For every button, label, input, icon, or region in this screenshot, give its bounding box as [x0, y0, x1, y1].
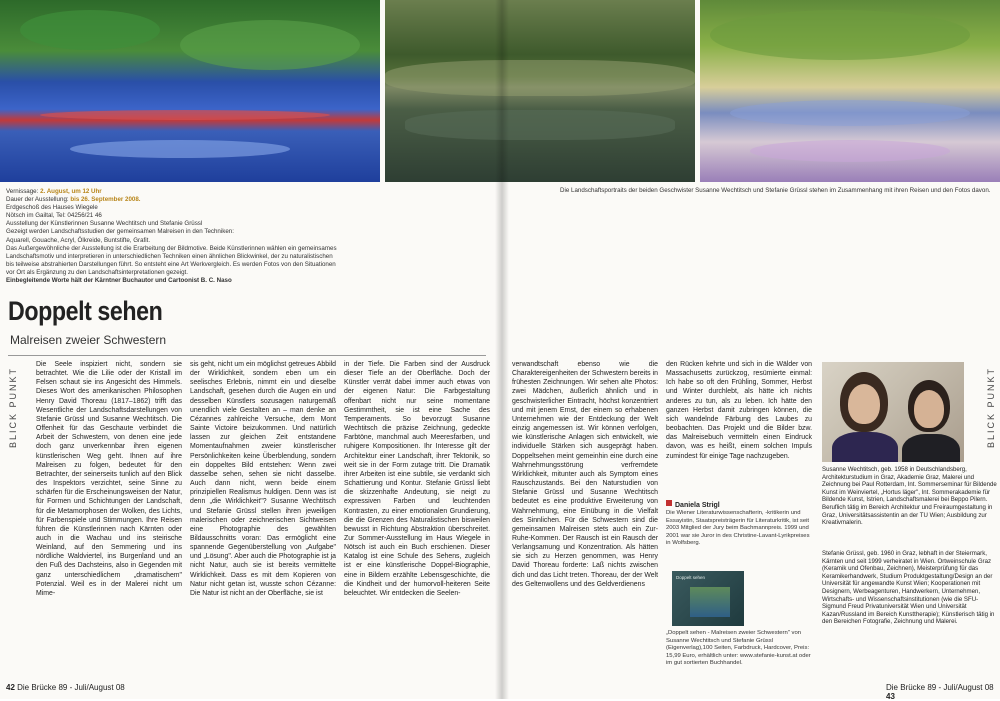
- face-right: [914, 390, 944, 428]
- info-line: Gezeigt werden Landschaftsstudien der gemeinsamen Malreisen in den Techniken:: [6, 228, 234, 236]
- footer-left: [6, 683, 125, 692]
- paint-stroke: [70, 140, 290, 158]
- page-number-right: 43: [886, 692, 895, 701]
- info-line: vor Ort als Ergänzung zu den Landschaftsinterpretationen gezeigt.: [6, 268, 188, 276]
- footer-text-right: Die Brücke 89 - Juli/August 08: [886, 683, 994, 692]
- footer-text-left: Die Brücke 89 - Juli/August 08: [14, 683, 125, 692]
- shirt-left: [832, 432, 898, 462]
- duration-label: Dauer der Ausstellung:: [6, 196, 71, 204]
- info-line: Ausstellung der Künstlerinnen Susanne Wechtitsch und Stefanie Grüssl: [6, 220, 203, 228]
- paint-stroke: [40, 110, 330, 120]
- article-column-3: [344, 360, 490, 678]
- article-column-1: [36, 360, 182, 678]
- article-headline: Doppelt sehen: [8, 296, 163, 326]
- info-line: Einbegleitende Worte hält der Kärntner Buchautor und Cartoonist B. C. Naso: [6, 277, 232, 285]
- info-line: bis teilweise abstrahierten Darstellungen führt. So entsteht eine Art Werkvergleich. Es werden Fotos von den Situationen: [6, 260, 336, 268]
- paint-stroke: [180, 20, 360, 70]
- image-caption: Die Landschaftsportraits der beiden Geschwister Susanne Wechtitsch und Stefanie Grüssl stehen im Zusammenhang mit ihren Reisen und den Fotos davon.: [560, 187, 991, 194]
- venue-line: Erdgeschoß des Hauses Wiegele: [6, 204, 98, 212]
- book-note: „Doppelt sehen - Malreisen zweier Schwestern" von Susanne Wechtitsch und Stefanie Grüssl (Eigenverlag),100 Seiten, Farbdruck, Hardcover, Preis: 15,99 Euro, erhältlich unter: www.stefanie-kunst.at oder im gut sortierten Buchhandel.: [666, 630, 811, 667]
- address-line: Nötsch im Gailtal, Tel: 04256/21 46: [6, 212, 102, 220]
- info-line: Aquarell, Gouache, Acryl, Ölkreide, Buntstifte, Grafit.: [6, 236, 151, 244]
- bio-stefanie: Stefanie Grüssl, geb. 1960 in Graz, lebhaft in der Steiermark, Kärnten und seit 1999 verheiratet in Wien. Ortweinschule Graz (Keramik und Ofenbau, Zeichnen), Meisterprüfung für das Keramikerhandwerk, Studium Produktgestaltung/Design an der Universität für angewandte Kunst Wien; Kooperationen mit Designern, Werbeagenturen, Handwerkern, Unternehmen, Wirtschafts- und Wissenschaftsinstitutionen (wie die SFU-Sigmund Freud Privatuniversität Wien und Universität Kazan/Russland im Bereich Kunsttherapie); Künstlerisch tätig in den Bereichen Fotografie, Zeichnung und Malerei.: [822, 550, 995, 626]
- column-text: sis geht, nicht um ein möglichst getreues Abbild der Wirklichkeit, sondern eben um ein seelisches Erlebnis, nimmt ein und dieselbe Landschaft, gesehen durch die Augen ein und desselben Künstlers sozusagen naturgemäß unendlich viele Gestalten an – man denke an Cézannes zahlreiche Versuche, dem Mont Sainte Victoire beizukommen. Und natürlich lassen zur gleichen Zeit entstandene Momentaufnahmen zweier künstlerischer Persönlichkeiten keine Überblendung, sondern ein doppeltes Bild entstehen: Wenn zwei dasselbe sehen, sehen sie nicht dasselbe. Auch dann nicht, wenn beide einem prinzipiellen Realismus huldigen. Denn was ist denn „die Wirklichkeit"? Susanne Wechtitsch und Stefanie Grüssl stellen ihren jeweiligen malerischen oder zeichnerischen Sichtweisen eine Photographie des gewählten Bildausschnitts voran: Das ermöglicht eine spannende Gegenüberstellung von „Aufgabe" und „Lösung". Aber auch die Photographie ist ja nicht Natur, auch sie ist bereits vermittelte Wirklichkeit. Dass es mit dem Kopieren von Natur nicht getan ist, wusste schon Cézanne: Die Natur ist nicht an der Oberfläche, sie ist: [190, 361, 336, 597]
- article-subheadline: Malreisen zweier Schwestern: [10, 333, 167, 347]
- author-note: Die Wiener Literaturwissenschafterin, -kritikerin und Essayistin, Staatspreisträgerin für Literaturkritik, ist seit 2003 Mitglied der Jury beim Bachmannpreis. 1999 und 2001 war sie Juror in des Christine-Lavant-Lyrikpreises in Wolfsberg.: [666, 510, 810, 547]
- footer-right: [886, 683, 1000, 701]
- paint-stroke: [20, 10, 160, 50]
- bio-susanne: Susanne Wechtitsch, geb. 1958 in Deutschlandsberg, Architekturstudium in Graz, Akademie Graz, Malerei und Zeichnung bei Paul Rotterdam, Int. Sommerseminar für Bildende Kunst im Weinviertel, „Hortus läger", Int. Sommerakademie für Bildende Kunst, Istrien, Landschaftsmalerei bei Beppo Pilern. Beruflich tätig im Bereich Architektur und Freiraumgestaltung in Graz, Universitätsassistentin an der TU Wien; Ausbildung zur Kreativmalerin.: [822, 466, 997, 527]
- byline-marker-icon: [666, 500, 672, 506]
- face-left: [848, 384, 880, 424]
- exhibition-info: [6, 188, 476, 285]
- info-line: Das Außergewöhnliche der Ausstellung ist die Erarbeitung der Bildmotive. Beide Künstlerinnen wählen ein gemeinsames: [6, 244, 337, 252]
- column-text: in der Tiefe. Die Farben sind der Ausdruck dieser Tiefe an der Oberfläche. Doch der Künstler verrät dabei immer auch etwas von der eigenen Natur: Die Farbgestaltung offenbart nicht nur seine momentane Gestimmtheit, sie ist eine Sache des Temperaments. So bevorzugt Susanne Wechtitsch die präzise Zeichnung, gedeckte Farbtöne, manchmal auch Meeresfarben, und ruhigere Kompositionen. Ihr Interesse gilt der Architektur einer Landschaft, ihrer Tektonik, so weit sie in der Form zutage tritt. Die Dramatik ihrer Arbeiten ist eine subtile, sie verdankt sich Schattierung und Kontur. Stefanie Grüssl liebt die skizzenhafte Andeutung, sie neigt zu expressiven Farben und leuchtenden Kontrasten, zu einer emotionalen Grundierung, die die Grenzen des Naturalistischen bisweilen bewusst in Richtung Abstraktion überschreitet. Zur Sommer-Ausstellung im Haus Wiegele in Nötsch ist auch ein Buch erschienen. Dieser Katalog ist eine Schule des Sehens, zugleich ist er eine künstlerische Doppel-Biographie, eine in Bildern erzählte Lebensgeschichte, die die Kindheit und der humorvoll-heiteren Seite beleuchtet. Wir entdecken die Seelen-: [344, 361, 490, 597]
- crayon-stroke: [750, 140, 950, 162]
- landscape-photo: [385, 0, 695, 182]
- column-text: Die Seele inspiziert nicht, sondern sie betrachtet. Wie die Lilie oder der Kristall im Felsen schaut sie ins Angesicht des Himmels. Dieses Wort des amerikanischen Philosophen Henry David Thoreau (1817–1862) trifft das Wesentliche der Landschaftsdarstellungen von Stefanie Grüssl und Susanne Wechtitsch. Die Offenheit für das Geschaute verbindet die Arbeit der Schwestern, von denen eine jede doch ganz unverkennbar ihren eigenen künstlerischen Weg geht. Ihnen auf ihre Malreisen zu folgen, bedeutet für den Betrachter, der seinerseits tunlich auf den Blick des Inspektors verzichtet, seine Sinne zu schärfen für die Erscheinungsweisen der Natur, für Formen und Schichtungen der Landschaft, für die Metamorphosen der Wolken, des Lichts, für Farbenspiele und Stimmungen. Ihre Reisen führen die Künstlerinnen nach Kärnten oder auch in die Wachau und ins steirische Weinland, auf den Semmering und ins nördliche Waldviertel, ins Burgenland und an den Fuß des Dachsteins, also in Gegenden mit ganz unterschiedlichem „dramatischem" Potenzial. Weil es in der Malerei nicht um Mime-: [36, 361, 182, 597]
- book-cover-image: [690, 587, 730, 617]
- shirt-right: [902, 434, 960, 462]
- article-column-4: [512, 360, 658, 678]
- treeline: [385, 60, 695, 96]
- vernissage-date: 2. August, um 12 Uhr: [40, 188, 102, 195]
- water-reflection: [405, 110, 675, 140]
- author-name: Daniela Strigl: [675, 502, 720, 509]
- portrait-photo: [822, 362, 964, 462]
- article-column-5: [666, 360, 812, 490]
- crayon-stroke: [710, 10, 970, 60]
- article-column-2: [190, 360, 336, 678]
- page-number-left: 42: [6, 683, 15, 692]
- book-cover: [672, 571, 744, 626]
- crayon-stroke: [730, 100, 970, 126]
- column-text: den Rücken kehrte und sich in die Wälder von Massachusetts zurückzog, resümierte einmal: Ich habe so oft den Frühling, Sommer, Herbst und Winter durchlebt, als hätte ich nichts anderes zu tun, als zu leben. Ich hätte den ganzen Herbst damit zubringen können, die sich wandelnde Färbung des Laubes zu beobachten. Das Projekt und die Bilder bzw. das Malreisebuch vermitteln einen Eindruck davon, was es heißt, einem solchen Impuls zumindest für einige Tage nachzugeben.: [666, 361, 812, 460]
- duration-date: bis 26. September 2008.: [70, 196, 141, 204]
- page-gutter: [495, 0, 509, 699]
- column-text: verwandtschaft ebenso wie die Charaktereigenheiten der Schwestern bereits in frühesten Zeichnungen. Wir sehen alte Photos: zwei Mädchen, äußerlich ähnlich und in geschwisterlicher Eintracht, höchst konzentriert und mit jenem Ernst, der einem so erhabenen Unternehmen wie der Entdeckung der Welt einzig angemessen ist. Wir können verfolgen, wie künstlerische Anlagen sich entwickelt, wie individuelle Stärken sich ausgeprägt haben. Doppeltsehen meint gemeinhin eine durch eine Wahrnehmungsstörung verfremdete Wirklichkeit, mitunter auch als Symptom eines Rauschzustands. Bei den Naturstudien von Stefanie Grüssl und Susanne Wechtitsch bedeutet es eine produktive Erweiterung von Wahrnehmung, eine Einübung in die Vielfalt des Sinnlichen. Für die Schwestern sind die gemeinsamen Malreisen stets auch ein Zur-Ruhe-Kommen. Der Rausch ist ein Rausch der Verlangsamung und Konzentration. Als hätten sie sich zu Herzen genommen, was Henry David Thoreau forderte: Laß nichts zwischen dich und das Licht treten. Thoreau, der der Welt des Geltenwollens und des Geldverdienens: [512, 361, 658, 588]
- vernissage-label: Vernissage:: [6, 188, 41, 195]
- section-label-left: BLICK PUNKT: [8, 366, 18, 448]
- book-cover-title: Doppelt sehen: [676, 575, 706, 580]
- info-line: Landschaftsmotiv und interpretieren in unterschiedlichen Techniken einen ähnlichen Blickwinkel, der zu naturalistischen: [6, 252, 333, 260]
- section-label-right: BLICK PUNKT: [986, 366, 996, 448]
- painting-image-left: [0, 0, 380, 182]
- crayon-drawing-image: [700, 0, 1000, 182]
- divider: [8, 355, 486, 356]
